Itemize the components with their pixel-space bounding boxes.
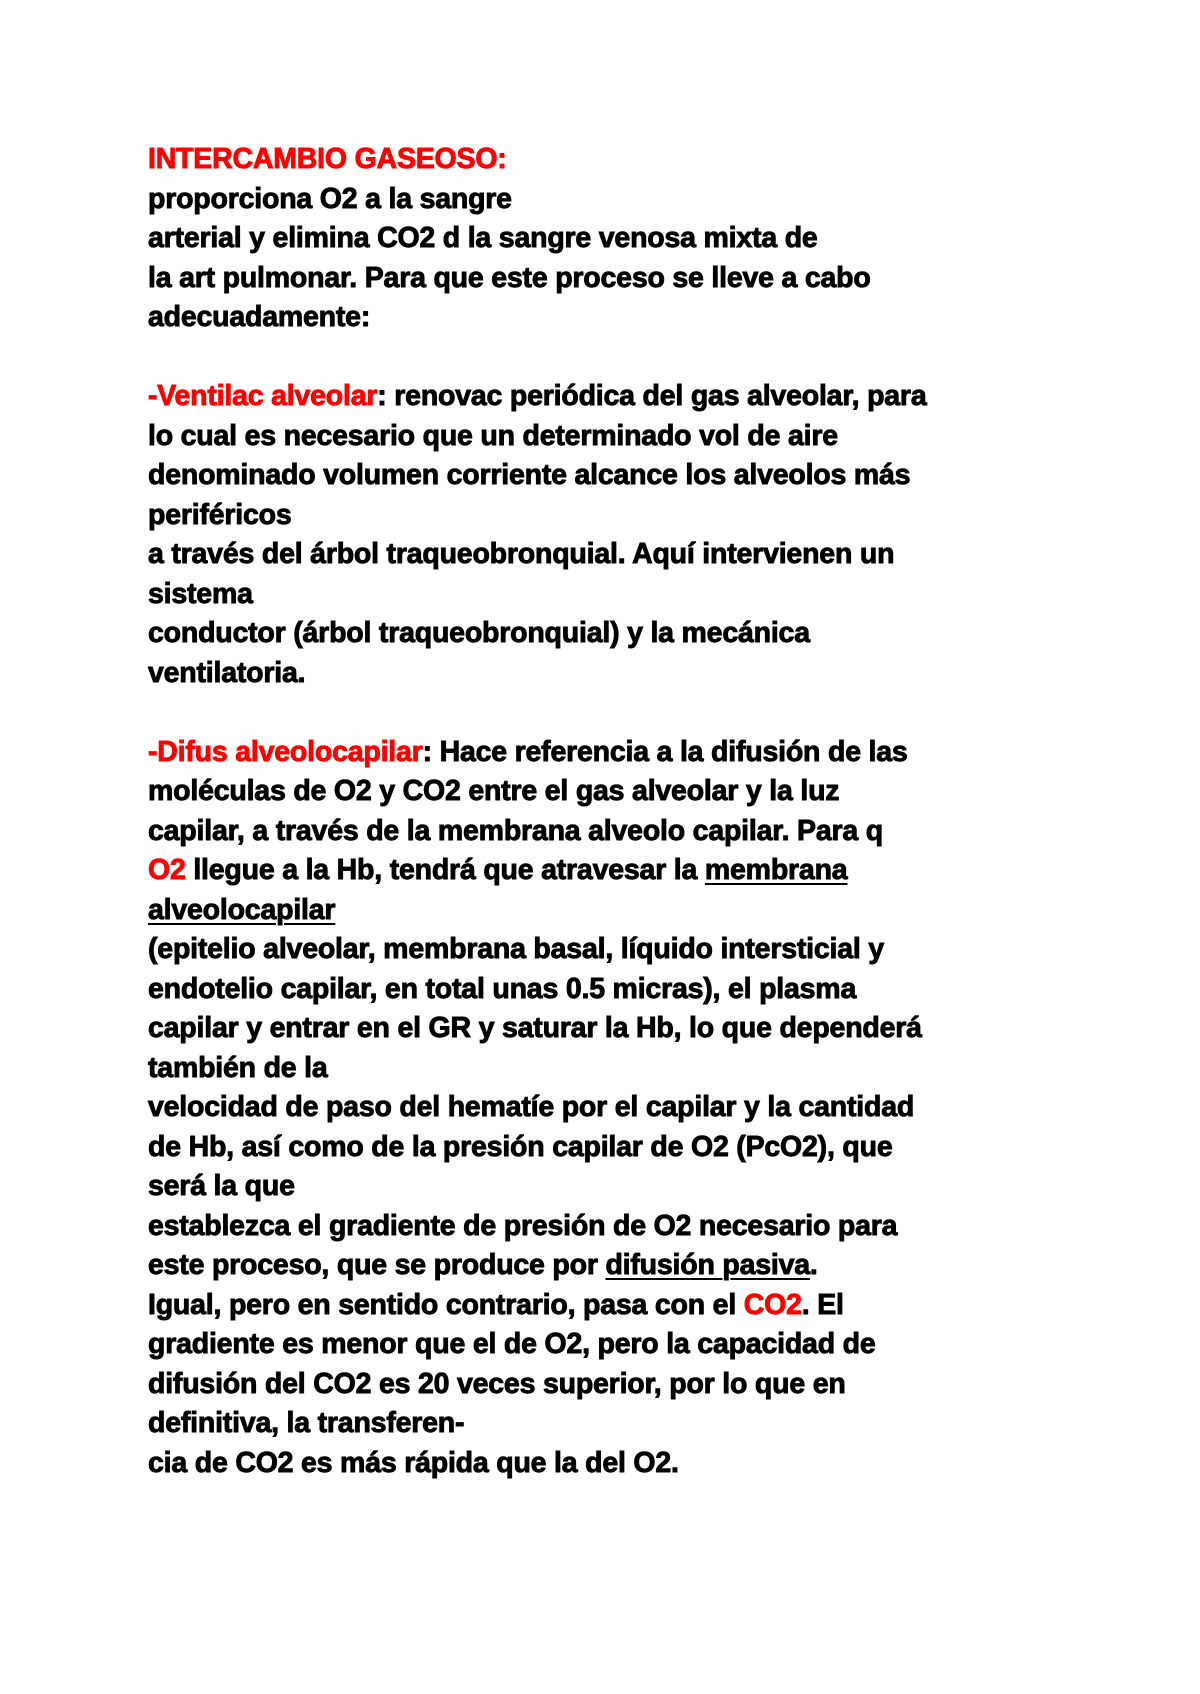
- difusion-line: será la que: [148, 1170, 295, 1202]
- difusion-line: (epitelio alveolar, membrana basal, líquido intersticial y: [148, 933, 884, 965]
- membrana-underlined: membrana: [704, 854, 848, 886]
- difusion-line: moléculas de O2 y CO2 entre el gas alveolar y la luz: [148, 775, 840, 807]
- co2-suffix: . El: [801, 1288, 844, 1321]
- difusion-line: capilar y entrar en el GR y saturar la Hb, lo que dependerá: [148, 1012, 922, 1044]
- paragraph-gap: [148, 338, 1078, 378]
- difusion-pasiva-line: [148, 1246, 1078, 1286]
- pasiva-suffix: .: [809, 1249, 818, 1281]
- difusion-line: velocidad de paso del hematíe por el capilar y la cantidad: [148, 1091, 915, 1123]
- membrana-underlined-continued: alveolocapilar: [148, 893, 336, 926]
- difusion-line: difusión del CO2 es 20 veces superior, por lo que en: [148, 1367, 846, 1400]
- difusion-first-rest: : Hace referencia a la difusión de las: [422, 735, 908, 768]
- intro-line: la art pulmonar. Para que este proceso se lleve a cabo: [148, 261, 871, 294]
- co2-highlight: CO2: [743, 1288, 802, 1321]
- pasiva-prefix: este proceso, que se produce por: [148, 1249, 606, 1281]
- co2-prefix: Igual, pero en sentido contrario, pasa con el: [148, 1288, 744, 1321]
- difusion-co2-line: [148, 1286, 1078, 1326]
- difusion-line: capilar, a través de la membrana alveolo capilar. Para q: [148, 814, 883, 847]
- ventilacion-line: lo cual es necesario que un determinado vol de aire: [148, 419, 838, 452]
- ventilacion-line: periféricos: [148, 498, 292, 531]
- difusion-line4-rest: llegue a la Hb, tendrá que atravesar la: [185, 854, 705, 886]
- ventilacion-line: ventilatoria.: [148, 656, 306, 689]
- difusion-pasiva-underlined: difusión pasiva: [605, 1249, 810, 1281]
- difusion-o2-line: [148, 851, 1078, 891]
- paragraph-gap: [148, 693, 1078, 733]
- difusion-line: cia de CO2 es más rápida que la del O2.: [148, 1446, 679, 1479]
- difusion-line: gradiente es menor que el de O2, pero la capacidad de: [148, 1328, 876, 1360]
- difusion-first-line: [148, 733, 1078, 773]
- ventilacion-first-line: [148, 377, 1078, 417]
- difusion-term: -Difus alveolocapilar: [148, 735, 423, 768]
- difusion-line: de Hb, así como de la presión capilar de O2 (PcO2), que: [148, 1130, 893, 1163]
- ventilacion-line: a través del árbol traqueobronquial. Aquí intervienen un: [148, 538, 895, 570]
- ventilacion-first-rest: : renovac periódica del gas alveolar, para: [377, 380, 927, 412]
- intro-line: adecuadamente:: [148, 301, 371, 333]
- difusion-line: definitiva, la transferen-: [148, 1407, 465, 1439]
- difusion-line: también de la: [148, 1051, 328, 1084]
- ventilacion-term: -Ventilac alveolar: [148, 380, 378, 412]
- intro-line: proporciona O2 a la sangre: [148, 182, 512, 215]
- document-title: INTERCAMBIO GASEOSO:: [148, 143, 507, 175]
- intro-line: arterial y elimina CO2 d la sangre venosa mixta de: [148, 222, 818, 254]
- difusion-line: establezca el gradiente de presión de O2 necesario para: [148, 1209, 898, 1242]
- ventilacion-line: denominado volumen corriente alcance los alveolos más: [148, 459, 911, 491]
- ventilacion-line: conductor (árbol traqueobronquial) y la mecánica: [148, 617, 810, 649]
- o2-highlight: O2: [148, 854, 186, 886]
- document-page: [148, 140, 1078, 1483]
- ventilacion-line: sistema: [148, 577, 253, 610]
- difusion-line: endotelio capilar, en total unas 0.5 micras), el plasma: [148, 972, 857, 1005]
